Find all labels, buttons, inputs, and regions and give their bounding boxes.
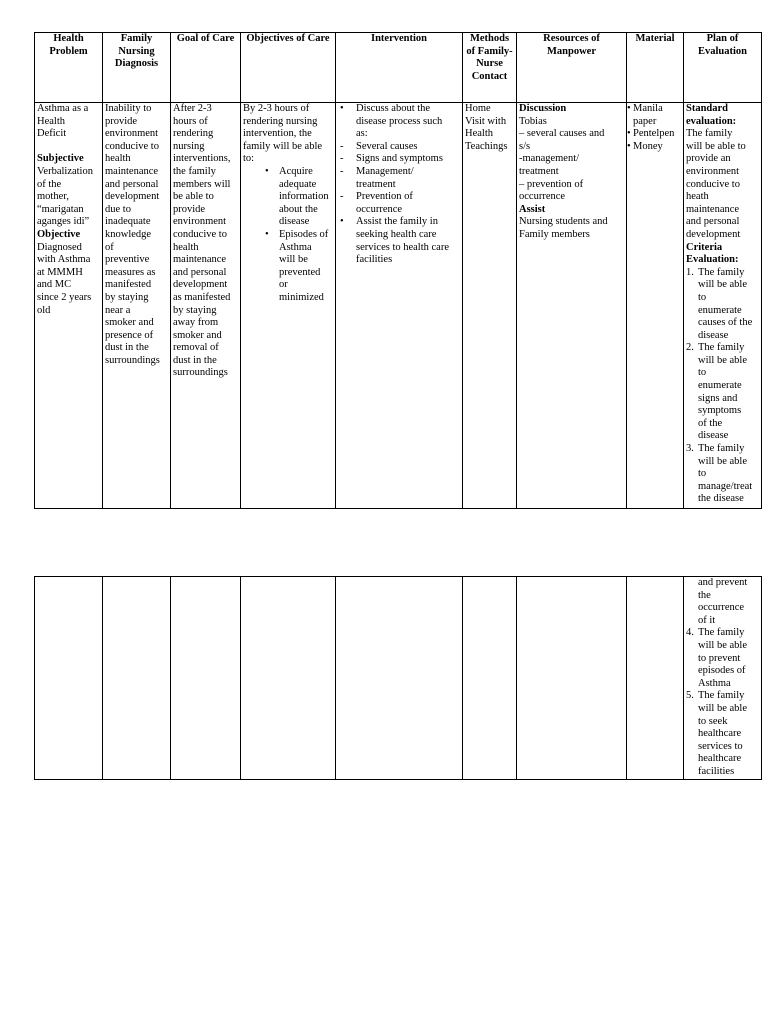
intervention-dash-item	[338, 153, 460, 166]
text-line: conducive to	[173, 228, 227, 240]
text-line: signs and	[698, 392, 738, 404]
text-line: Asthma	[698, 677, 731, 689]
criteria-evaluation-label	[686, 242, 759, 267]
standard-evaluation-text	[686, 128, 759, 241]
text-line: with Asthma	[37, 254, 91, 266]
goal-text	[171, 103, 240, 380]
bullet-icon: •	[340, 216, 344, 228]
intervention-dash-item	[338, 166, 460, 191]
cell-material	[627, 103, 684, 509]
text-line: and MC	[37, 279, 72, 291]
text-line: Tobias	[519, 115, 547, 127]
continuation-row	[35, 577, 762, 780]
assist-text	[519, 216, 624, 241]
text-line: due to	[105, 203, 131, 215]
material-list	[627, 103, 683, 153]
text-line: will be able	[698, 279, 747, 291]
text-line: knowledge	[105, 228, 152, 240]
bullet-icon: •	[627, 103, 631, 114]
text-line: of the	[698, 417, 723, 429]
criteria-item	[686, 627, 759, 690]
text-line: environment	[105, 128, 159, 140]
text-line: to	[698, 291, 707, 303]
text-line: health	[173, 241, 199, 253]
care-plan-table-page2	[34, 576, 762, 780]
cell-goal	[171, 103, 241, 509]
text-line: and prevent	[698, 577, 748, 588]
discussion-text	[519, 116, 624, 204]
text-line: Diagnosed	[37, 241, 82, 253]
objective-item	[243, 229, 333, 305]
text-line: Teachings	[465, 140, 508, 152]
criteria-list-continued	[686, 627, 759, 778]
header-plan-of-evaluation: Plan of Evaluation	[684, 33, 762, 103]
list-number: 5.	[686, 690, 694, 702]
bullet-icon: -	[340, 140, 344, 152]
bullet-icon: •	[627, 140, 631, 152]
text-line: Criteria	[686, 241, 723, 253]
text-line: rendering	[173, 128, 214, 140]
text-line: Deficit	[37, 128, 67, 140]
criteria-item	[686, 267, 759, 343]
text-line: enumerate	[698, 380, 742, 392]
objective-text	[37, 242, 100, 318]
cell-methods	[463, 103, 517, 509]
text-line: as:	[356, 128, 368, 140]
criteria-continuation	[686, 577, 759, 627]
text-line: development	[686, 228, 741, 240]
text-line: The family	[686, 128, 733, 140]
empty-cell	[336, 577, 463, 780]
text-line: heath	[686, 191, 709, 203]
text-line: disease process such	[356, 115, 443, 127]
intervention-dash-item	[338, 141, 460, 154]
text-line: provide	[105, 115, 138, 127]
text-line: aganges idi”	[37, 216, 90, 228]
intervention-dash-item	[338, 191, 460, 216]
text-line: disease	[698, 430, 729, 442]
text-line: Home	[465, 103, 491, 114]
cell-health-problem	[35, 103, 103, 509]
text-line: enumerate	[698, 304, 742, 316]
text-line: intervention, the	[243, 128, 312, 140]
text-line: treatment	[356, 178, 396, 190]
header-health-problem: Health Problem	[35, 33, 103, 103]
text-line: Visit with	[465, 115, 507, 127]
text-line: will be able	[698, 639, 747, 651]
text-line: smoker and	[105, 317, 154, 329]
bullet-icon: -	[340, 165, 344, 177]
text-line: development	[105, 191, 160, 203]
text-line: services to health care	[356, 241, 449, 253]
text-line: be able to	[173, 191, 214, 203]
objectives-intro	[243, 103, 333, 166]
text-line: Evaluation:	[686, 254, 739, 266]
text-line: provide	[173, 203, 206, 215]
cell-evaluation-continued	[684, 577, 762, 780]
text-line: s/s	[519, 140, 531, 152]
text-line: prevented	[279, 266, 321, 278]
empty-cell	[35, 577, 103, 780]
text-line: manifested	[105, 279, 152, 291]
assist-label: Assist	[519, 203, 546, 215]
text-line: as manifested	[173, 291, 231, 303]
text-line: nursing	[173, 140, 205, 152]
text-line: The family	[698, 627, 745, 639]
text-line: and personal	[173, 266, 227, 278]
text-line: near a	[105, 304, 131, 316]
text-line: adequate	[279, 178, 317, 190]
text-line: Standard	[686, 103, 729, 114]
text-line: presence of	[105, 329, 154, 341]
text-line: by staying	[105, 291, 149, 303]
subjective-text	[37, 166, 100, 229]
text-line: the family	[173, 165, 216, 177]
text-line: family will be able	[243, 140, 323, 152]
empty-cell	[517, 577, 627, 780]
text-line: Assist the family in	[356, 216, 438, 228]
diagnosis-text	[103, 103, 170, 367]
text-line: preventive	[105, 254, 150, 266]
text-line: “marigatan	[37, 203, 84, 215]
text-line: by staying	[173, 304, 217, 316]
text-line: information	[279, 191, 329, 203]
text-line: of the	[37, 178, 62, 190]
text-line: evaluation:	[686, 115, 737, 127]
methods-text	[463, 103, 516, 153]
text-line: Episodes of	[279, 228, 329, 240]
text-line: Money	[633, 140, 663, 152]
text-line: health	[105, 153, 131, 165]
body-row	[35, 103, 762, 509]
text-line: Manila	[633, 103, 663, 114]
header-methods-of-contact: Methods of Family-Nurse Contact	[463, 33, 517, 103]
criteria-item	[686, 443, 759, 506]
text-line: about the	[279, 203, 318, 215]
text-line: the	[698, 589, 711, 601]
header-intervention: Intervention	[336, 33, 463, 103]
text-line: services to	[698, 740, 743, 752]
text-line: Management/	[356, 165, 414, 177]
text-line: causes of the	[698, 317, 753, 329]
cell-resources	[517, 103, 627, 509]
text-line: will be	[279, 254, 308, 266]
text-line: inadequate	[105, 216, 151, 228]
objective-label: Objective	[37, 228, 81, 240]
text-line: hours of	[173, 115, 208, 127]
text-line: – prevention of	[519, 178, 584, 190]
text-line: Acquire	[279, 165, 313, 177]
cell-diagnosis	[103, 103, 171, 509]
text-line: to:	[243, 153, 255, 165]
text-line: Nursing students and	[519, 216, 608, 228]
text-line: minimized	[279, 291, 324, 303]
header-goal-of-care: Goal of Care	[171, 33, 241, 103]
text-line: Pentelpen	[633, 128, 675, 140]
text-line: of	[105, 241, 114, 253]
text-line: rendering nursing	[243, 115, 318, 127]
text-line: Discuss about the	[356, 103, 431, 114]
empty-cell	[241, 577, 336, 780]
text-line: will be able	[698, 702, 747, 714]
text-line: and personal	[686, 216, 740, 228]
text-line: Asthma as a	[37, 103, 89, 114]
text-line: since 2 years	[37, 291, 92, 303]
text-line: maintenance	[686, 203, 740, 215]
text-line: will be able	[698, 354, 747, 366]
cell-evaluation	[684, 103, 762, 509]
text-line: of it	[698, 614, 716, 626]
criteria-item	[686, 342, 759, 443]
text-line: After 2-3	[173, 103, 212, 114]
text-line: seeking health care	[356, 228, 437, 240]
text-line: to	[698, 367, 707, 379]
text-line: conducive to	[686, 178, 740, 190]
bullet-icon: •	[265, 165, 269, 177]
text-line: healthcare	[698, 753, 742, 765]
text-line: By 2-3 hours of	[243, 103, 310, 114]
text-line: maintenance	[105, 165, 159, 177]
text-line: Health	[465, 128, 493, 140]
text-line: Signs and symptoms	[356, 153, 443, 165]
text-line: interventions,	[173, 153, 231, 165]
text-line: to prevent	[698, 652, 741, 664]
material-item	[627, 103, 683, 128]
text-line: occurrence	[519, 191, 566, 203]
text-line: smoker and	[173, 329, 222, 341]
text-line: episodes of	[698, 665, 746, 677]
text-line: – several causes and	[519, 128, 605, 140]
bullet-icon: •	[340, 103, 344, 114]
text-line: -management/	[519, 153, 580, 165]
criteria-list	[686, 267, 759, 506]
standard-evaluation-label	[686, 103, 759, 128]
text-line: dust in the	[105, 342, 149, 354]
text-line: Verbalization	[37, 165, 93, 177]
material-item	[627, 128, 683, 141]
text-line: mother,	[37, 191, 69, 203]
text-line: development	[173, 279, 228, 291]
header-row	[35, 33, 762, 103]
text-line: disease	[279, 216, 310, 228]
text-line: occurrence	[356, 203, 403, 215]
text-line: healthcare	[698, 728, 742, 740]
list-number: 2.	[686, 342, 694, 354]
text-line: away from	[173, 317, 219, 329]
text-line: The family	[698, 342, 745, 354]
text-line: members will	[173, 178, 231, 190]
text-line: The family	[698, 690, 745, 702]
text-line: manage/treat	[698, 480, 753, 492]
text-line: facilities	[356, 254, 393, 266]
text-line: will be able	[698, 455, 747, 467]
header-objectives-of-care: Objectives of Care	[241, 33, 336, 103]
text-line: Asthma	[279, 241, 312, 253]
discussion-label: Discussion	[519, 103, 567, 114]
text-line: to seek	[698, 715, 728, 727]
header-resources-of-manpower: Resources of Manpower	[517, 33, 627, 103]
text-line: the disease	[698, 493, 744, 505]
list-number: 1.	[686, 266, 694, 278]
text-line: Health	[37, 115, 65, 127]
health-problem-title	[37, 103, 100, 141]
cell-objectives	[241, 103, 336, 509]
bullet-icon: •	[627, 128, 631, 140]
bullet-icon: -	[340, 153, 344, 165]
text-line: surroundings	[173, 367, 228, 379]
text-line: or	[279, 279, 288, 291]
header-family-nursing-diagnosis: Family Nursing Diagnosis	[103, 33, 171, 103]
text-line: environment	[173, 216, 227, 228]
bullet-icon: -	[340, 191, 344, 203]
intervention-bullet-2	[338, 216, 460, 266]
material-item	[627, 141, 683, 154]
subjective-label: Subjective	[37, 153, 84, 165]
text-line: paper	[633, 115, 657, 127]
empty-cell	[463, 577, 517, 780]
text-line: and personal	[105, 178, 159, 190]
text-line: treatment	[519, 165, 559, 177]
text-line: Prevention of	[356, 191, 413, 203]
text-line: conducive to	[105, 140, 159, 152]
text-line: at MMMH	[37, 266, 83, 278]
text-line: Family members	[519, 228, 590, 240]
text-line: Several causes	[356, 140, 418, 152]
text-line: The family	[698, 266, 745, 278]
list-number: 4.	[686, 627, 694, 639]
empty-cell	[171, 577, 241, 780]
text-line: symptoms	[698, 405, 742, 417]
text-line: occurrence	[698, 602, 745, 614]
list-number: 3.	[686, 443, 694, 455]
text-line: to	[698, 468, 707, 480]
objectives-list	[243, 166, 333, 305]
empty-cell	[627, 577, 684, 780]
text-line: will be able to	[686, 140, 746, 152]
text-line: provide an	[686, 153, 731, 165]
text-line: dust in the	[173, 354, 217, 366]
text-line: environment	[686, 165, 740, 177]
header-material: Material	[627, 33, 684, 103]
text-line: maintenance	[173, 254, 227, 266]
text-line: disease	[698, 329, 729, 341]
cell-intervention	[336, 103, 463, 509]
care-plan-table-page1	[34, 32, 762, 509]
objective-item	[243, 166, 333, 229]
text-line: removal of	[173, 342, 219, 354]
text-line: The family	[698, 443, 745, 455]
text-line: facilities	[698, 765, 735, 777]
criteria-item	[686, 690, 759, 778]
text-line: measures as	[105, 266, 156, 278]
empty-cell	[103, 577, 171, 780]
text-line: surroundings	[105, 354, 160, 366]
intervention-bullet-1	[338, 103, 460, 141]
intervention-dash-list	[338, 141, 460, 217]
text-line: Inability to	[105, 103, 152, 114]
bullet-icon: •	[265, 228, 269, 240]
text-line: old	[37, 304, 51, 316]
